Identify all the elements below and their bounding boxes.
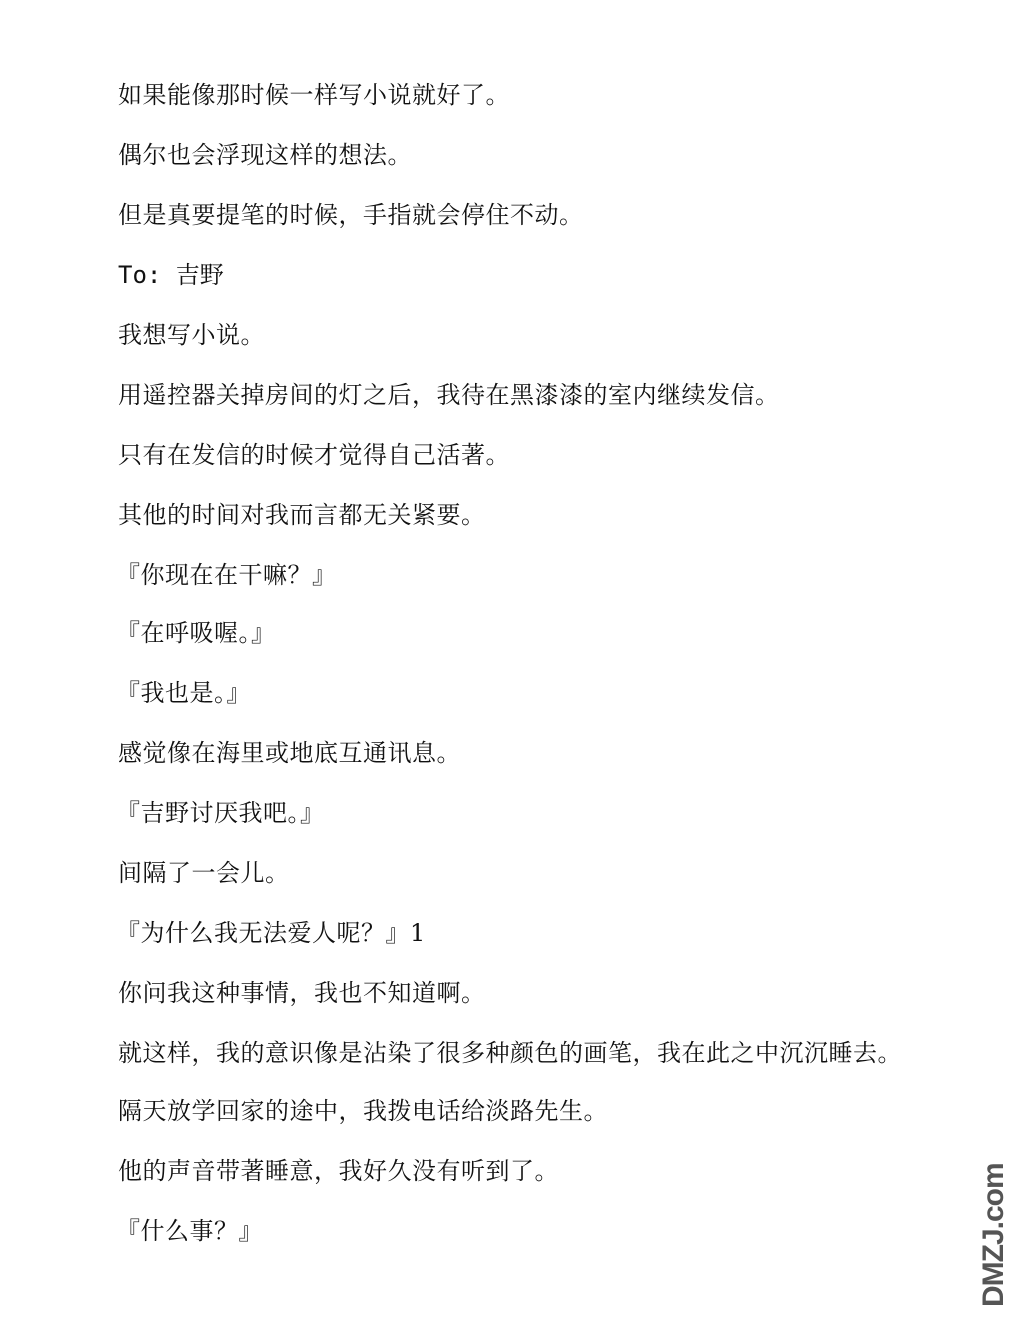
text-line-15: 『为什么我无法爱人呢？』1	[116, 919, 426, 947]
text-line-16: 你问我这种事情，我也不知道啊。	[118, 979, 486, 1007]
text-line-8: 其他的时间对我而言都无关紧要。	[118, 501, 486, 529]
text-line-2: 偶尔也会浮现这样的想法。	[118, 141, 412, 169]
dmzj-logo-icon	[973, 1149, 1015, 1309]
text-line-11: 『我也是。』	[116, 679, 251, 707]
text-line-10: 『在呼吸喔。』	[116, 619, 276, 647]
text-line-13: 『吉野讨厌我吧。』	[116, 799, 325, 827]
text-line-6: 用遥控器关掉房间的灯之后，我待在黑漆漆的室内继续发信。	[118, 381, 780, 409]
text-line-3: 但是真要提笔的时候，手指就会停住不动。	[118, 201, 584, 229]
text-line-7: 只有在发信的时候才觉得自己活著。	[118, 441, 510, 469]
text-line-9: 『你现在在干嘛？』	[116, 561, 337, 589]
text-line-4: To: 吉野	[118, 261, 224, 289]
watermark-text: DMZJ.com	[977, 1163, 1010, 1307]
text-line-19: 他的声音带著睡意，我好久没有听到了。	[118, 1157, 559, 1185]
text-line-1: 如果能像那时候一样写小说就好了。	[118, 81, 510, 109]
text-line-17: 就这样，我的意识像是沾染了很多种颜色的画笔，我在此之中沉沉睡去。	[118, 1039, 902, 1067]
text-line-18: 隔天放学回家的途中，我拨电话给淡路先生。	[118, 1097, 608, 1125]
text-line-5: 我想写小说。	[118, 321, 265, 349]
text-line-12: 感觉像在海里或地底互通讯息。	[118, 739, 461, 767]
text-line-14: 间隔了一会儿。	[118, 859, 290, 887]
text-line-20: 『什么事？』	[116, 1217, 263, 1245]
